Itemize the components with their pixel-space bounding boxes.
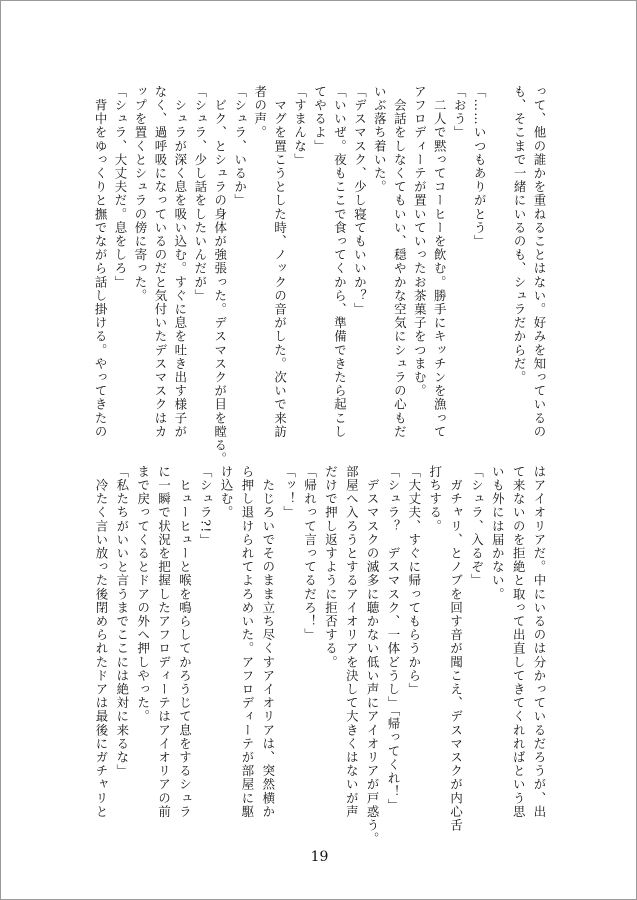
text-line: 打ちする。 (427, 465, 443, 533)
text-line: ガチャリ、とノブを回す音が聞こえ、デスマスクが内心舌 (448, 465, 464, 833)
text-line: 部屋へ入ろうとするアイオリアを決して大きくはないが声 (344, 465, 360, 819)
text-line: 会話をしなくてもいい、穏やかな空気にシュラの心もだ (392, 85, 408, 439)
text-line: 「シュラ、少し話をしたいんだが」 (192, 85, 208, 303)
text-line: ップを置くとシュラの傍に寄った。 (132, 85, 148, 303)
text-line: ら押し退けられてよろめいた。アフロディーテが部屋に駆 (239, 465, 255, 819)
text-line: 「シュラ？ デスマスク、一体どうし」「帰ってくれ！」 (385, 465, 401, 813)
text-line: たじろいでそのまま立ち尽くすアイオリアは、突然横か (260, 465, 276, 819)
text-line: 「すまんな」 (292, 85, 308, 167)
text-line: はアイオリアだ。中にいるのは分かっているだろうが、出 (532, 465, 547, 819)
text-line: 「シュラ、入るぞ」 (469, 465, 485, 588)
text-line: 「私たちがいいと言うまでここには絶対に来るな」 (114, 465, 130, 778)
text-line: マグを置こうとした時、ノックの音がした。次いで来訪 (272, 85, 288, 439)
text-line: 「シュラ、大丈夫だ。息をしろ」 (112, 85, 128, 289)
text-line: て来ないのを拒絶と取って出直してきてくれればという思 (511, 465, 527, 819)
lower-text-block (93, 465, 547, 846)
text-line: いも外には届かない。 (490, 465, 506, 601)
text-line: いぶ落ち着いた。 (372, 85, 388, 194)
text-line: デスマスクの滅多に聴かない低い声にアイオリアが戸惑う。 (365, 465, 381, 846)
text-line: なく、過呼吸になっているのだと気付いたデスマスクはカ (152, 85, 168, 439)
text-line: だけで押し返すように拒否する。 (323, 465, 339, 669)
text-line: 「いいぜ。夜もここで食ってくから、準備できたら起こし (332, 85, 348, 439)
text-line: 冷たく言い放った後閉められたドアは最後にガチャリと (93, 465, 109, 819)
text-line: 「……いつもありがとう」 (472, 85, 488, 249)
text-line: に一瞬で状況を把握したアフロディーテはアイオリアの前 (156, 465, 172, 819)
text-line: 二人で黙ってコーヒーを飲む。勝手にキッチンを漁って (432, 85, 448, 439)
text-line: てやるよ」 (312, 85, 328, 153)
text-line: け込む。 (219, 465, 235, 520)
text-line: ヒューヒューと喉を鳴らしてかろうじて息をするシュラ (177, 465, 193, 819)
text-line: アフロディーテが置いていったお茶菓子をつまむ。 (412, 85, 428, 398)
blank-line (492, 85, 505, 445)
text-line: まで戻ってくるとドアの外へ押しやった。 (135, 465, 151, 724)
text-line: 「シュラ、いるか」 (232, 85, 248, 208)
text-line: 者の声。 (252, 85, 268, 140)
text-line: 背中をゆっくりと撫でながら話し掛ける。やってきたの (93, 85, 109, 439)
text-line: 「ッ！」 (281, 465, 297, 520)
text-line: シュラが深く息を吸い込む。すぐに息を吐き出す様子が (172, 85, 188, 439)
page-number: 19 (310, 849, 329, 865)
text-line: 「デスマスク、少し寝てもいいか？」 (352, 85, 368, 317)
text-line: ビク、とシュラの身体が強張った。デスマスクが目を瞠る。 (212, 85, 228, 466)
text-line: 「シュラ?!」 (198, 465, 214, 548)
upper-text-block (93, 85, 547, 466)
text-line: 「大丈夫、すぐに帰ってもらうから」 (406, 465, 422, 697)
text-line: 「帰れって言ってるだろ！」 (302, 465, 318, 642)
text-line: って、他の誰かを重ねることはない。好みを知っているの (532, 85, 547, 439)
text-line: 「おう」 (452, 85, 468, 140)
text-line: も、そこまで一緒にいるのも、シュラだからだ。 (512, 85, 528, 385)
